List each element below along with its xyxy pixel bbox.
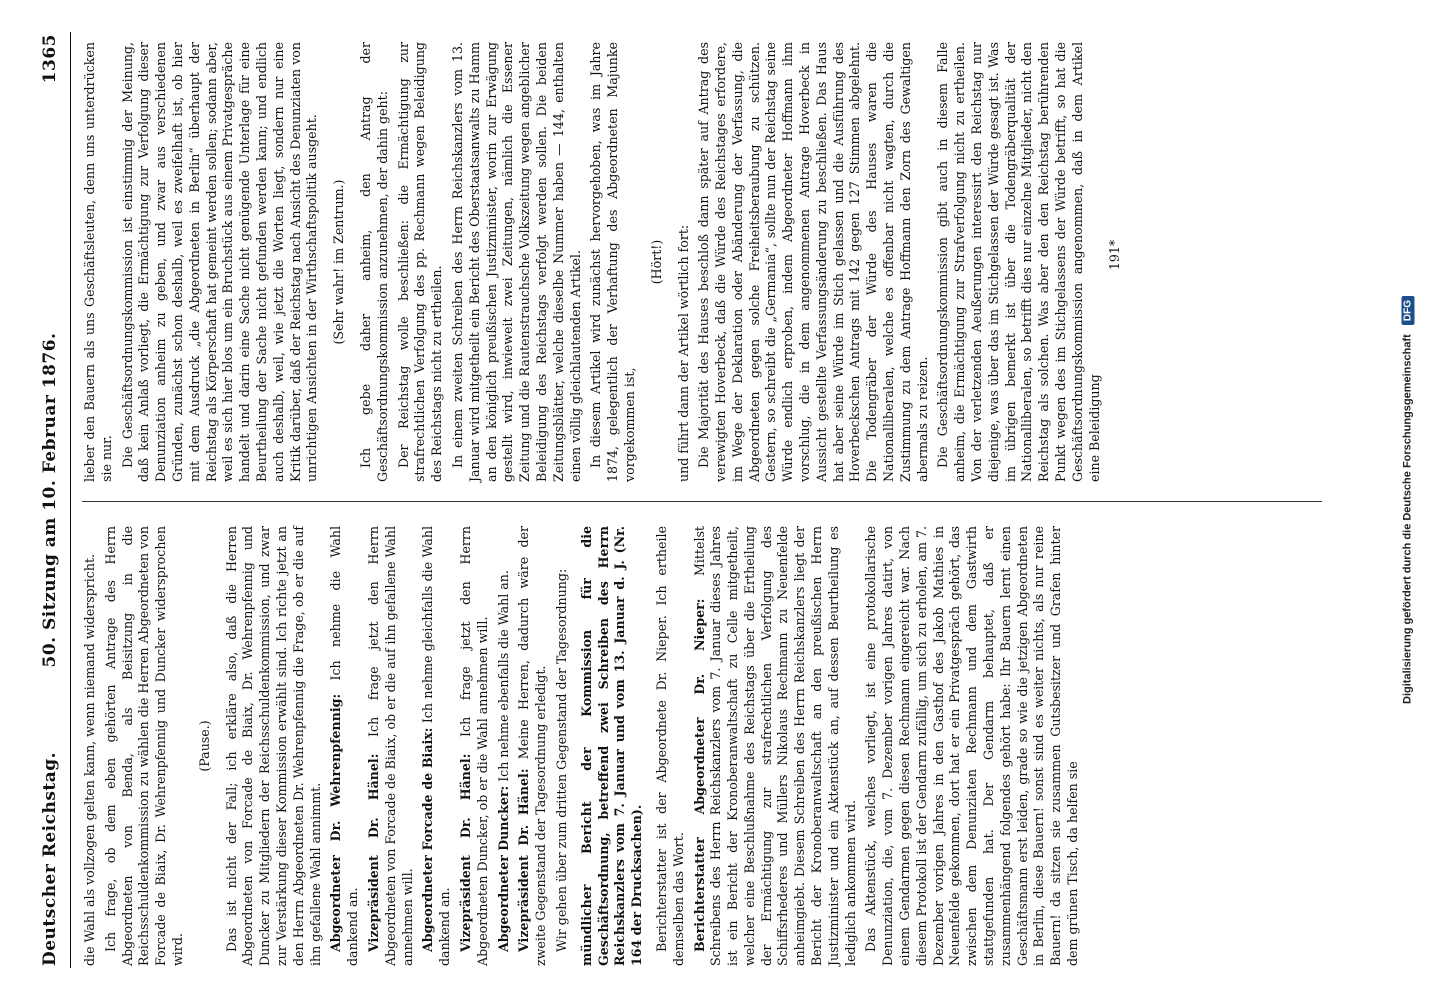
stage-direction: (Sehr wahr! im Zentrum.) [331, 179, 347, 345]
speech-text: Ich nehme ebenfalls die Wahl an. [495, 570, 511, 786]
credit-text: Digitalisierung gefördert durch die Deutsche Forschungsgemeinschaft [1401, 334, 1414, 704]
right-paragraph: In diesem Artikel wird zunächst hervorgehoben, was im Jahre 1874, gelegentlich der Verhaftung des Abgeordneten Majunke vorgekommen ist, [588, 42, 637, 482]
running-header-left: Deutscher Reichstag. [40, 751, 60, 966]
running-header-title: 50. Sitzung am 10. Februar 1876. [40, 332, 60, 668]
speech-text: Ich nehme die Wahl dankend an. [328, 526, 361, 966]
right-paragraph: und führt dann der Artikel wörtlich fort: [675, 224, 691, 482]
right-paragraph: Die Geschäftsordnungskommission gibt auch in diesem Falle anheim, die Ermächtigung zur Strafverfolgung nicht zu ertheilen. Von der verletzenden Aeußerungen interessirt den Reichstag nur diejenige, was über das im Stichgelassen der Würde gesagt ist. Was im übrigen bemerkt ist über die Todengräberqualität der Nationalliberalen, so betrifft dies nur einzelne Mitglieder, nicht den Reichstag als solchen. Was aber den den Reichstag berührenden Punkt wegen des im Stichgelassens der Würde betrifft, so hat die Geschäftsordnungskommission angenommen, daß in dem Artikel eine Beleidigung [935, 42, 1102, 482]
left-paragraph [496, 526, 513, 966]
left-paragraph [420, 526, 454, 966]
speaker-name: Abgeordneter Forcade de Biaix: [420, 727, 436, 952]
page-number: 1365 [40, 34, 60, 84]
right-column [82, 42, 1128, 482]
left-column [82, 526, 1086, 966]
right-paragraph: Die Geschäftsordnungskommission ist einstimmig der Meinung, daß kein Anlaß vorliegt, die Ermächtigung zur Verfolgung dieser Denunziation anheim zu geben, und zwar aus verschiedenen Gründen, zunächst schon deshalb, weil es zweifelhaft ist, ob hier mit dem Ausdruck „die Abgeordneten in Berlin“ überhaupt der Reichstag als Körperschaft hat gemeint werden sollen; sodann aber, weil es sich hier blos um ein Bruchstück aus einem Privatgespräche handelt und darin eine Sache nicht genügende Unterlage für eine Beurtheilung der Sache nicht gefunden werden kann; und endlich auch deshalb, weil, wie jetzt die Worten liegt, sondern nur eine Kritik darüber, daß der Reichstag nach Ansicht des Denunziaten von unrichtigen Ansichten in der Wirthschaftspolitik ausgeht. [119, 42, 320, 482]
right-paragraph: Ich gebe daher anheim, den Antrag der Geschäftsordnungskommission anzunehmen, der dahin geht: [357, 42, 390, 482]
column-divider [82, 501, 1322, 502]
stage-direction: (Hört!) [648, 239, 664, 285]
scanned-page [30, 20, 1402, 980]
speaker-name: Abgeordneter Dr. Wehrenpfennig: [328, 693, 344, 952]
speech-text: Ich frage jetzt den Herrn Abgeordneten Duncker, ob er die Wahl annehmen will. [457, 526, 490, 966]
stage-direction: (Pause.) [196, 720, 212, 772]
left-paragraph: Berichterstatter ist der Abgeordnete Dr. Nieper. Ich ertheile demselben das Wort. [653, 526, 686, 966]
speaker-name: Berichterstatter Abgeordneter Dr. Nieper: [691, 598, 707, 952]
left-paragraph: Das Aktenstück, welches vorliegt, ist eine protokollarische Denunziation, die, vom 7. Dezember vorigen Jahres datirt, von einem Gendarmen gegen diesen Rechmann eingereicht war. Nach diesem Protokoll ist der Gendarm zufällig, um sich zu erholen, am 7. Dezember vorigen Jahres in den Gasthof des Jakob Mathies in Neuenfelde gekommen, dort hat er ein Privatgespräch gehört, das zwischen dem Denunziaten Rechmann und dem Gastwirth stattgefunden hat. Der Gendarm behauptet, daß er zusammenhängend folgendes gehört habe: Ihr Bauern lernt einen Geschäftsmann erst leiden, grade so wie die jetzigen Abgeordneten in Berlin, diese Bauern! sonst sind es weiter nichts, als nur reine Bauern! da sitzen sie zusammen Gutsbesitzer und Grafen hinter dem grünen Tisch, da helfen sie [863, 526, 1081, 966]
speech-text: Meine Herren, dadurch wäre der zweite Gegenstand der Tagesordnung erledigt. [516, 526, 549, 966]
left-paragraph: Wir gehen über zum dritten Gegenstand der Tagesordnung: [553, 568, 569, 952]
speaker-name: Vizepräsident Dr. Hänel: [516, 768, 532, 952]
dfg-logo: DFG [1402, 296, 1415, 325]
left-paragraph: Das ist nicht der Fall; ich erkläre also, daß die Herren Abgeordneten von Forcade de Biaix, Dr. Wehrenpfennig und Duncker zu Mitgliedern der Reichsschuldenkommission, und zwar zur Verstärkung dieser Kommission erwählt sind. Ich richte jetzt an den Herrn Abgeordneten Dr. Wehrenpfennig die Frage, ob er die auf ihn gefallene Wahl annimmt. [223, 526, 323, 966]
right-paragraph: In einem zweiten Schreiben des Herrn Reichskanzlers vom 13. Januar wird mitgetheilt ein Bericht des Oberstaatsanwalts zu Hamm an den königlich preußischen Justizminister, worin zur Erwägung gestellt wird, inwieweit zwei Zeitungen, nämlich die Essener Zeitung und die Rautenstrauchsche Volkszeitung wegen angeblicher Beleidigung des Reichstags verfolgt werden sollen. Die beiden Zeitungsblätter, welche dieselbe Nummer haben — 144, enthalten einen völlig gleichlautenden Artikel. [449, 42, 583, 482]
left-paragraph [516, 526, 550, 966]
right-paragraph: lieber den Bauern als uns Geschäftsleuten, denn uns unterdrücken sie nur. [82, 42, 114, 482]
left-paragraph [366, 526, 416, 966]
left-paragraph [458, 526, 492, 966]
speech-text: Ich frage jetzt den Herrn Abgeordneten von Forcade de Biaix, ob er die auf ihn gefallene Wahl annehmen will. [365, 526, 415, 966]
right-paragraph: Die Majorität des Hauses beschloß dann später auf Antrag des verewigten Hoverbeck, daß die Würde des Reichstages erfordere, im Wege der Deklaration oder Abänderung der Verfassung, die Abgeordneten gegen solche Freiheitsberaubung zu schützen. Gestern, so schreibt die „Germania“, sollte nun der Reichstag seine Würde endlich erproben, indem Abgeordneter Hoffmann ihm vorschlug, die in dem angenommenen Antrage Hoverbeck in Aussicht gestellte Verfassungsänderung zu beschließen. Das Haus hat aber seine Würde im Stich gelassen und die Ausführung des Hoverbeckschen Antrags mit 142 gegen 127 Stimmen abgelehnt. Die Todengräber der Würde des Hauses waren die Nationalliberalen, welche es offenbar nicht wagten, durch die Zustimmung zu dem Antrage Hoffmann den Zorn des Gewaltigen abermals zu reizen. [696, 42, 930, 482]
speaker-name: Vizepräsident Dr. Hänel: [457, 753, 473, 952]
digitization-credit [1402, 10, 1415, 990]
speaker-name: Abgeordneter Duncker: [495, 785, 511, 952]
right-paragraph: Der Reichstag wolle beschließen: die Ermächtigung zur strafrechtlichen Verfolgung des pp. Rechmann wegen Beleidigung des Reichstags nicht zu ertheilen. [395, 42, 445, 482]
speaker-name: Vizepräsident Dr. Hänel: [365, 753, 381, 952]
signature-mark: 191* [1107, 239, 1123, 271]
left-paragraph: Ich frage, ob dem eben gehörten Antrage des Herrn Abgeordneten von Benda, als Beisitzung in die Reichsschuldenkommission zu wählen die Herren Abgeordneten von Forcade de Biaix, Dr. Wehrenpfennig und Duncker widersprochen wird. [102, 526, 185, 966]
left-paragraph: die Wahl als vollzogen gelten kann, wenn niemand widerspricht. [82, 553, 97, 966]
agenda-item-heading: mündlicher Bericht der Kommission für die Geschäftsordnung, betreffend zwei Schreiben des Herrn Reichskanzlers vom 7. Januar und vom 13. Januar d. J. (Nr. 164 der Drucksachen). [578, 526, 645, 966]
left-paragraph [692, 526, 860, 966]
header-rule [70, 32, 71, 968]
left-paragraph [328, 526, 362, 966]
speech-text: Mittelst Schreibens des Herrn Reichskanzlers vom 7. Januar dieses Jahres ist ein Bericht der Kronoberanwaltschaft zu Celle mitgetheilt, welcher eine Beschlußnahme des Reichstags über die Ertheilung der Ermächtigung zur strafrechtlichen Verfolgung des Schiffsrhederes und Müllers Nikolaus Rechmann zu Neuenfelde anheimgiebt. Diesem Schreiben des Herrn Reichskanzlers liegt der Bericht der Kronoberanwaltschaft an den preußischen Herrn Justizminister und ein Aktenstück an, auf dessen Beurtheilung es lediglich ankommen wird. [691, 526, 858, 966]
speech-text: Ich nehme gleichfalls die Wahl dankend an. [420, 526, 453, 966]
